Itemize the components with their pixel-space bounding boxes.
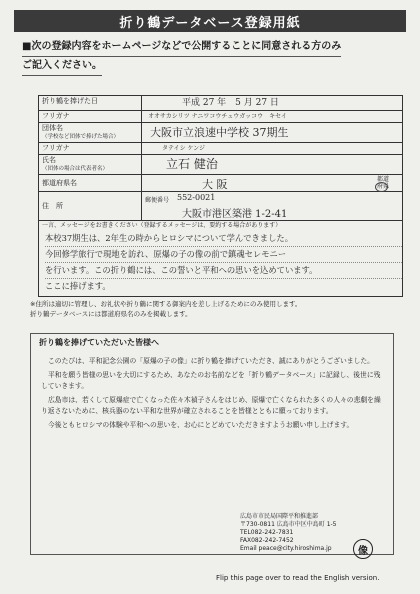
address-label: 住 所 xyxy=(39,192,142,220)
message-line: を行います。この折り鶴には、この誓いと平和への思いを込めています。 xyxy=(45,263,402,279)
registration-table xyxy=(38,95,403,297)
contact-address: 〒730-0811 広島市中区中島町 1-5 xyxy=(240,521,337,528)
contact-tel: TEL082-242-7831 xyxy=(240,529,294,536)
pref-circle-mark xyxy=(375,182,388,192)
contact-email: Email peace@city.hiroshima.jp xyxy=(240,545,332,552)
pref-label: 都道府県名 xyxy=(39,175,142,191)
date-row xyxy=(39,96,402,111)
privacy-note xyxy=(30,299,410,319)
contact-info xyxy=(240,513,337,553)
thank-you-paragraph: 広島市は、若くして原爆症で亡くなった佐々木禎子さんをはじめ、原爆で亡くなられた多くの人々の悲劇を繰り返さないために、核兵器のない平和な世界が確立されることを皆様とともに願っております。 xyxy=(41,396,381,415)
rep-furigana-label: フリガナ xyxy=(39,143,142,154)
date-value[interactable]: 平成 27 年 5 月 27 日 xyxy=(182,98,279,108)
message-line: ここに捧げます。 xyxy=(45,281,111,291)
pref-value[interactable]: 大 阪 xyxy=(202,178,228,191)
date-label: 折り鶴を捧げた日 xyxy=(39,96,142,110)
group-label-text: 団体名 xyxy=(42,124,63,132)
privacy-note-line-2: 折り鶴データベースには都道府県名のみを掲載します。 xyxy=(30,310,192,318)
consent-line-2: ご記入ください。 xyxy=(22,57,102,76)
thank-you-paragraph: 平和を願う皆様の思いを大切にするため、あなたのお名前などを「折り鶴データベース」に記録し、後世に残していきます。 xyxy=(41,371,381,390)
group-furigana-value[interactable]: オオサカシリツ ナニワコウチュウガッコウ キセイ xyxy=(148,113,287,120)
address-cell xyxy=(142,192,402,220)
furigana-label: フリガナ xyxy=(39,111,142,122)
statue-stamp-icon: 像 xyxy=(353,539,373,559)
group-name-row xyxy=(39,123,402,143)
form-title: 折り鶴データベース登録用紙 xyxy=(14,10,406,32)
group-label-sub: （学校など団体で捧げた場合） xyxy=(42,134,120,140)
pref-option-fuken[interactable]: 府県 xyxy=(377,183,390,190)
postal-label: 郵便番号 xyxy=(145,197,170,204)
name-label-sub: （団体の場合は代表者名） xyxy=(42,166,109,172)
name-row xyxy=(39,155,402,175)
message-row xyxy=(39,221,402,296)
name-label-text: 氏名 xyxy=(42,156,56,164)
thank-you-paragraph: このたびは、平和記念公園の「原爆の子の像」に折り鶴を捧げていただき、誠にありがとうございました。 xyxy=(48,356,374,365)
rep-furigana-value[interactable]: タテイシ ケンジ xyxy=(162,145,206,152)
consent-notice xyxy=(22,38,402,76)
group-name-value[interactable]: 大阪市立浪速中学校 37期生 xyxy=(150,126,289,139)
flip-page-note: Flip this page over to read the English version. xyxy=(216,574,380,582)
pref-cell xyxy=(142,175,402,191)
pref-row xyxy=(39,175,402,192)
address-row xyxy=(39,192,402,221)
rep-furigana-row xyxy=(39,143,402,155)
pref-option-todo[interactable]: 都道 xyxy=(377,176,390,183)
thank-you-paragraph: 今後ともヒロシマの体験や平和への思いを、お心にとどめていただきますようお願い申し上げます。 xyxy=(48,421,354,429)
name-value[interactable]: 立石 健治 xyxy=(166,157,218,171)
postal-value[interactable]: 552-0021 xyxy=(177,193,216,202)
group-label xyxy=(39,123,142,142)
privacy-note-line-1: ※住所は適切に管理し、お礼状や折り鶴に関する御案内を差し上げるためにのみ使用します。 xyxy=(30,300,302,308)
contact-fax: FAX082-242-7452 xyxy=(240,537,294,544)
address-value[interactable]: 大阪市港区築港 1-2-41 xyxy=(182,209,288,220)
group-furigana-row xyxy=(39,111,402,123)
message-line: 今回修学旅行で現地を訪れ、原爆の子の像の前で鎮魂セレモニー xyxy=(45,247,402,263)
consent-line-1: ■次の登録内容をホームページなどで公開することに同意される方のみ xyxy=(22,38,341,57)
message-line: 本校37期生は、2年生の時からヒロシマについて学んできました。 xyxy=(45,231,402,247)
contact-department: 広島市市民局国際平和推進部 xyxy=(240,513,319,520)
thank-you-heading: 折り鶴を捧げていただいた皆様へ xyxy=(39,338,159,347)
message-header: 一言、メッセージをお書きください（登録するメッセージは、要約する場合があります） xyxy=(42,222,282,229)
thank-you-box xyxy=(30,333,394,555)
name-label xyxy=(39,155,142,174)
message-body[interactable] xyxy=(39,231,402,294)
